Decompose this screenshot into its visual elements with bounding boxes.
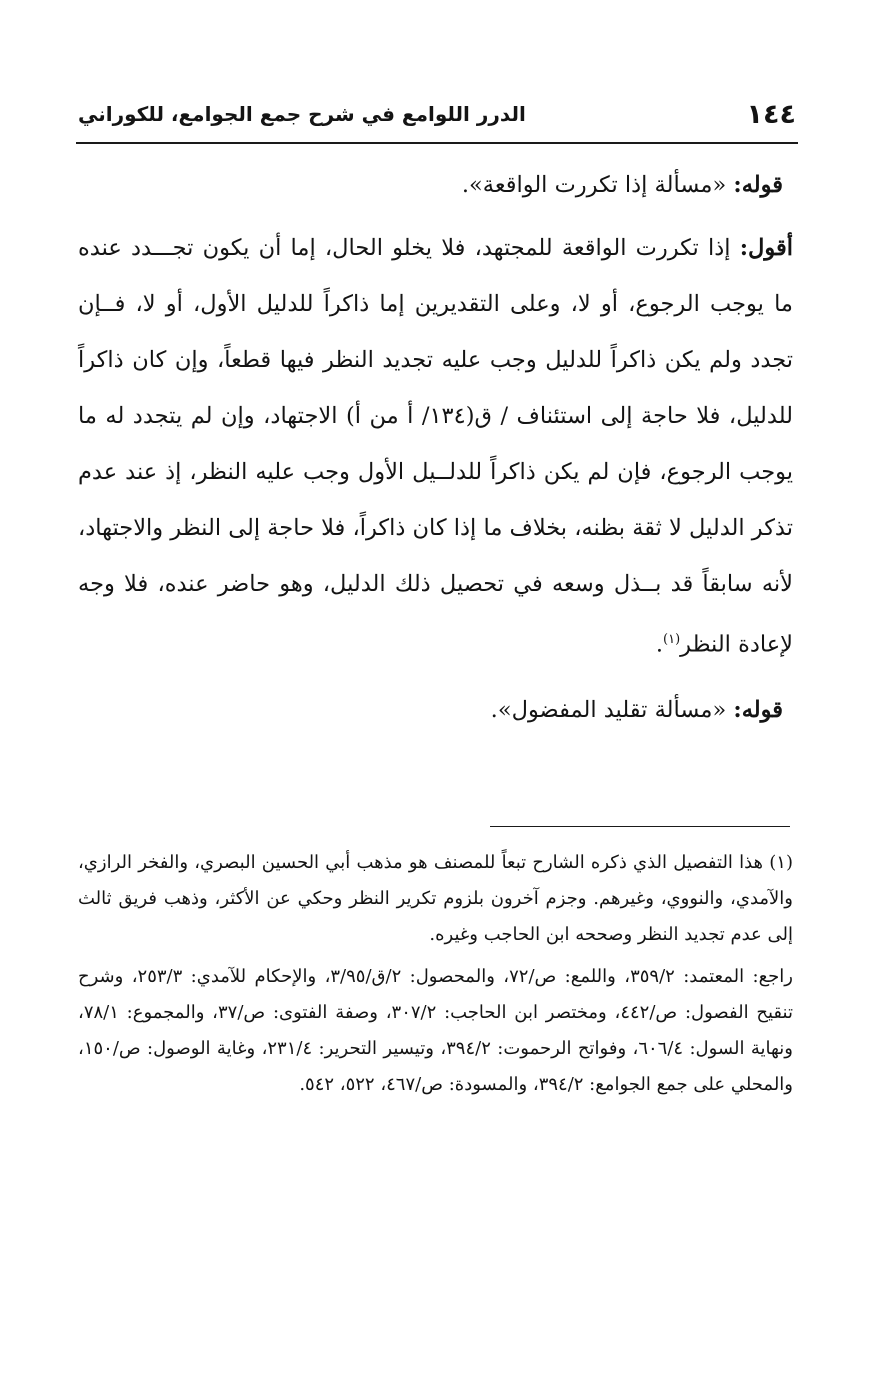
running-title: الدرر اللوامع في شرح جمع الجوامع، للكوراني [78,102,526,126]
heading-2-text: «مسألة تقليد المفضول». [490,696,727,723]
heading-2-label: قوله: [733,696,783,723]
footnote-references: راجع: المعتمد: ٣٥٩/٢، واللمع: ص/٧٢، والمحصول: ٢/ق/٣/٩٥، والإحكام للآمدي: ٢٥٣/٣، وشرح تنقيح الفصول: ص/٤٤٢، ومختصر ابن الحاجب: ٣٠٧/٢، وصفة الفتوى: ص/٣٧، والمجموع: ٧٨/١، ونهاية السول: ٦٠٦/٤، وفواتح الرحموت: ٣٩٤/٢، وتيسير التحرير: ٢٣١/٤، وغاية الوصول: ص/١٥٠، والمحلي على جمع الجوامع: ٣٩٤/٢، والمسودة: ص/٤٦٧، ٥٢٢، ٥٤٢. [78,966,793,1095]
page-number: ١٤٤ [746,98,796,130]
section-heading-2 [78,685,793,735]
page-header [78,92,796,136]
footnote-1 [78,845,793,953]
footnotes [78,845,793,1109]
header-rule [76,142,798,144]
footnote-1-marker: (١) [769,852,793,873]
paragraph-text: إذا تكررت الواقعة للمجتهد، فلا يخلو الحال، إما أن يكون تجـــدد عنده ما يوجب الرجوع، أو لا، وعلى التقديرين إما ذاكراً للدليل الأول، أو لا، فــإن تجدد ولم يكن ذاكراً للدليل وجب عليه تجديد النظر فيها قطعاً، وإن كان ذاكراً للدليل، فلا حاجة إلى استئناف / ق(١٣٤/ أ من أ) الاجتهاد، وإن لم يتجدد له ما يوجب الرجوع، فإن لم يكن ذاكراً للدلــيل الأول وجب عليه النظر، إذ عند عدم تذكر الدليل لا ثقة بظنه، بخلاف ما إذا كان ذاكراً، فلا حاجة إلى النظر والاجتهاد، لأنه سابقاً قد بــذل وسعه في تحصيل ذلك الدليل، وهو حاضر عنده، فلا وجه لإعادة النظر [78,235,793,658]
heading-1-label: قوله: [733,172,783,198]
heading-1-text: «مسألة إذا تكررت الواقعة». [461,172,727,198]
body-paragraph [78,220,793,673]
paragraph-end: . [655,631,664,658]
footnote-rule [490,826,790,827]
paragraph-label: أقول: [739,235,793,261]
main-text [78,160,793,735]
footnote-1-text: هذا التفصيل الذي ذكره الشارح تبعاً للمصنف هو مذهب أبي الحسين البصري، والفخر الرازي، والآمدي، والنووي، وغيرهم. وجزم آخرون بلزوم تكرير النظر وحكي عن الأكثر، وذهب فريق ثالث إلى عدم تجديد النظر وصححه ابن الحاجب وغيره. [78,852,793,945]
footnote-marker[interactable]: (١) [663,632,681,647]
section-heading-1 [78,160,793,210]
